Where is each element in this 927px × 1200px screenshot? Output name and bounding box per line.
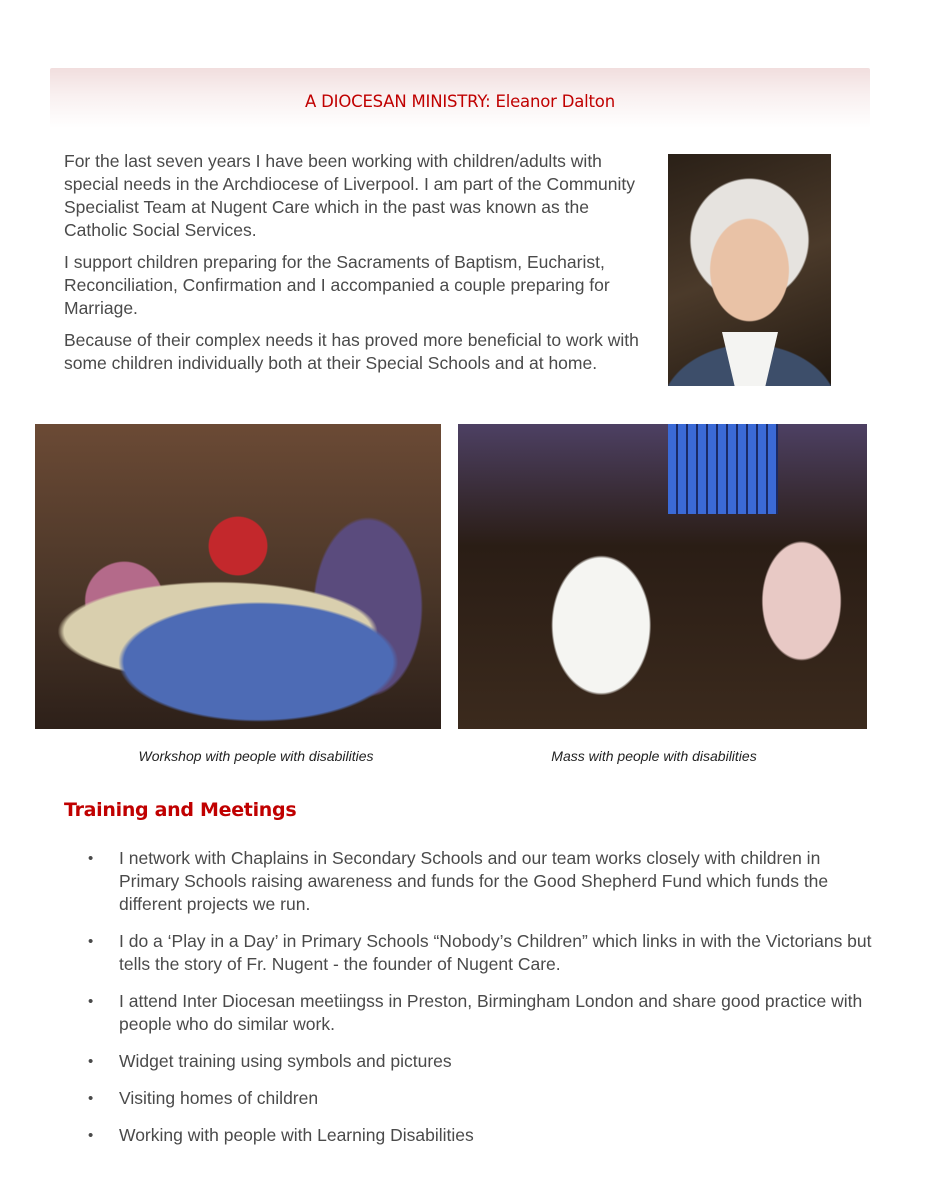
portrait-collar bbox=[722, 332, 778, 386]
list-item bbox=[88, 990, 878, 1036]
list-item-text: Visiting homes of children bbox=[119, 1088, 319, 1108]
list-item bbox=[88, 930, 878, 976]
list-item bbox=[88, 1087, 878, 1110]
mass-photo bbox=[458, 424, 867, 729]
workshop-photo bbox=[35, 424, 441, 729]
intro-paragraph: Because of their complex needs it has proved more beneficial to work with some children individually both at their Special Schools and at home. bbox=[64, 330, 639, 373]
bullet-icon: • bbox=[88, 850, 94, 867]
training-list bbox=[88, 847, 878, 1161]
bullet-icon: • bbox=[88, 1090, 94, 1107]
intro-text bbox=[64, 150, 654, 384]
list-item-text: Widget training using symbols and pictures bbox=[119, 1051, 452, 1071]
page-title: A DIOCESAN MINISTRY: Eleanor Dalton bbox=[305, 92, 615, 111]
list-item bbox=[88, 1050, 878, 1073]
intro-paragraph: For the last seven years I have been working with children/adults with special needs in the Archdiocese of Liverpool. I am part of the Community Specialist Team at Nugent Care which in the past was known as the Catholic Social Services. bbox=[64, 151, 635, 240]
header-banner bbox=[50, 68, 870, 128]
section-heading: Training and Meetings bbox=[64, 799, 297, 821]
mass-photo-caption: Mass with people with disabilities bbox=[551, 748, 757, 764]
stained-glass-window bbox=[668, 424, 778, 514]
list-item-text: I do a ‘Play in a Day’ in Primary Schools “Nobody’s Children” which links in with the Victorians but tells the story of Fr. Nugent - the founder of Nugent Care. bbox=[119, 931, 872, 974]
bullet-icon: • bbox=[88, 1053, 94, 1070]
list-item-text: Working with people with Learning Disabilities bbox=[119, 1125, 474, 1145]
bullet-icon: • bbox=[88, 993, 94, 1010]
list-item bbox=[88, 1124, 878, 1147]
bullet-icon: • bbox=[88, 933, 94, 950]
list-item bbox=[88, 847, 878, 916]
bullet-icon: • bbox=[88, 1127, 94, 1144]
intro-paragraph: I support children preparing for the Sacraments of Baptism, Eucharist, Reconciliation, Confirmation and I accompanied a couple preparing for Marriage. bbox=[64, 252, 610, 318]
list-item-text: I attend Inter Diocesan meetiingss in Preston, Birmingham London and share good practice with people who do similar work. bbox=[119, 991, 863, 1034]
portrait-photo bbox=[668, 154, 831, 386]
list-item-text: I network with Chaplains in Secondary Schools and our team works closely with children in Primary Schools raising awareness and funds for the Good Shepherd Fund which funds the different projects we run. bbox=[119, 848, 829, 914]
workshop-photo-caption: Workshop with people with disabilities bbox=[138, 748, 374, 764]
